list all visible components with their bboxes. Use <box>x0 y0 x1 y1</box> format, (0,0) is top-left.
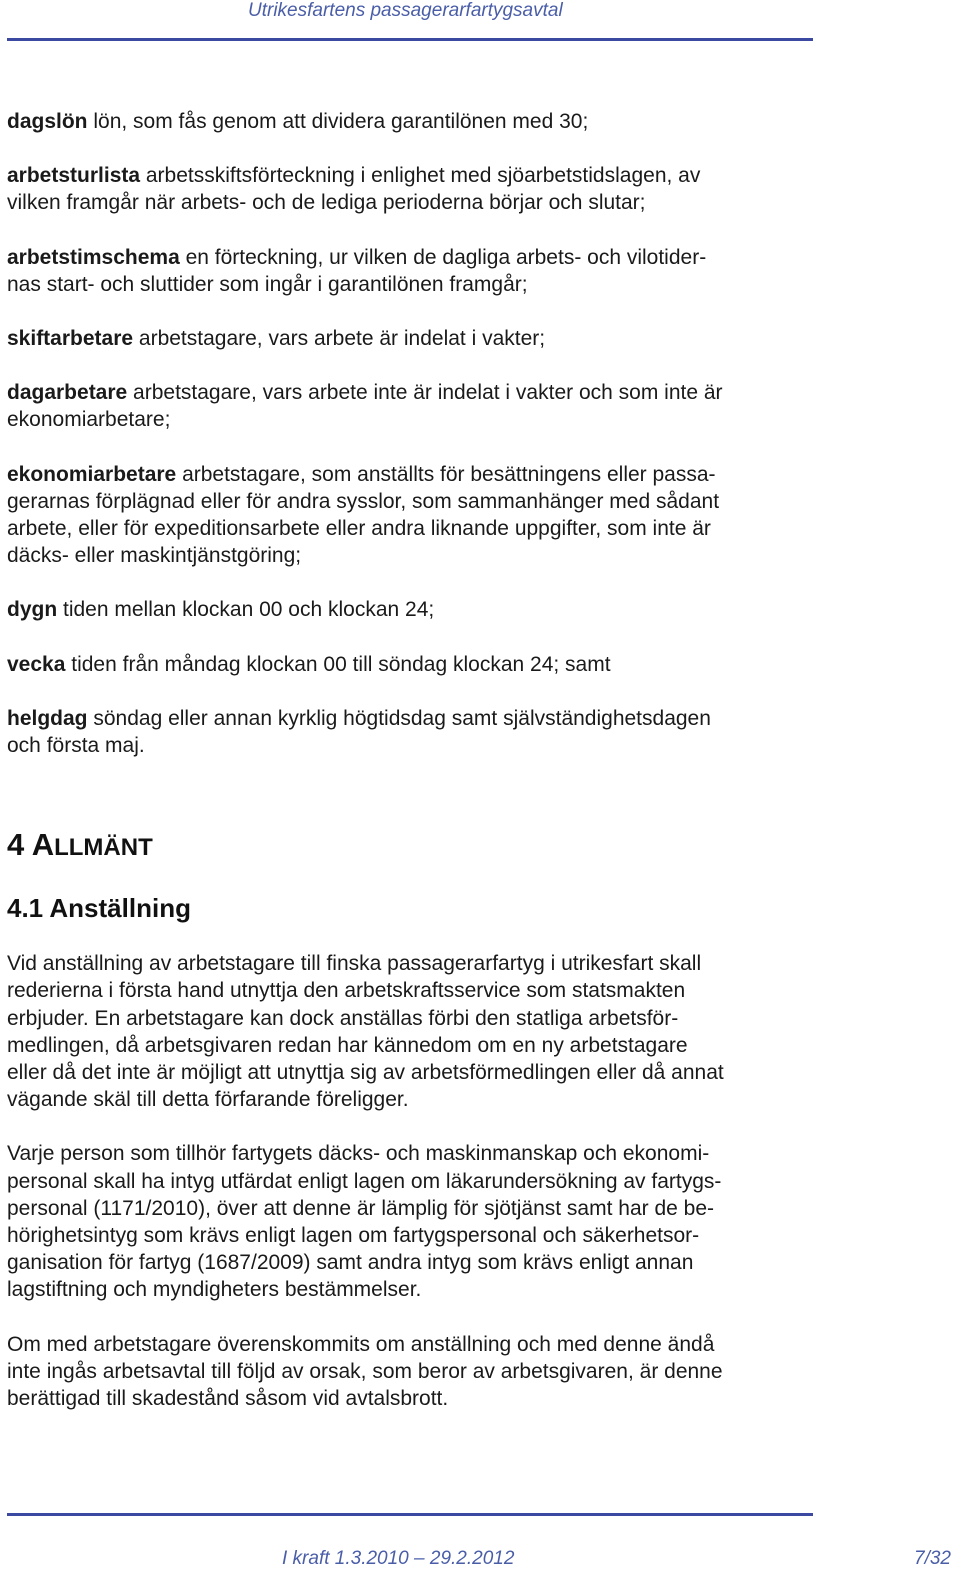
paragraph-line: ganisation för fartyg (1687/2009) samt andra intyg som krävs enligt annan <box>7 1251 694 1275</box>
header-rule <box>7 38 813 41</box>
definition-text: ekonomiarbetare; <box>7 408 171 432</box>
definition-text: tiden från måndag klockan 00 till söndag klockan 24; samt <box>65 652 611 676</box>
document-body <box>7 108 817 1439</box>
subsection-heading: 4.1 Anställning <box>7 893 191 924</box>
definition-term: vecka <box>7 652 66 676</box>
definition-arbetsturlista <box>7 162 817 216</box>
paragraph-1 <box>7 950 817 1113</box>
definition-text: arbetstagare, som anställts för besättningens eller passa- <box>176 462 716 486</box>
paragraph-line: lagstiftning och myndigheters bestämmelser. <box>7 1278 422 1302</box>
definition-text: nas start- och sluttider som ingår i garantilönen framgår; <box>7 272 528 296</box>
paragraph-2 <box>7 1140 817 1303</box>
paragraph-line: erbjuder. En arbetstagare kan dock anställas förbi den statliga arbetsför- <box>7 1006 679 1030</box>
paragraph-line: vägande skäl till detta förfarande föreligger. <box>7 1088 409 1112</box>
definition-text: vilken framgår när arbets- och de lediga perioderna börjar och slutar; <box>7 191 646 215</box>
page-number: 7/32 <box>914 1548 951 1569</box>
paragraph-line: Varje person som tillhör fartygets däcks- och maskinmanskap och ekonomi- <box>7 1142 710 1166</box>
paragraph-line: berättigad till skadestånd såsom vid avtalsbrott. <box>7 1387 449 1411</box>
definition-skiftarbetare <box>7 325 817 352</box>
definition-text: tiden mellan klockan 00 och klockan 24; <box>57 598 435 622</box>
paragraph-line: medlingen, då arbetsgivaren redan har kännedom om en ny arbetstagare <box>7 1033 688 1057</box>
definition-term: skiftarbetare <box>7 327 134 351</box>
section-heading <box>7 825 817 868</box>
definition-ekonomiarbetare <box>7 461 817 570</box>
paragraph-line: hörighetsintyg som krävs enligt lagen om fartygspersonal och säkerhetsor- <box>7 1224 700 1248</box>
definition-term: arbetstimschema <box>7 245 180 269</box>
definition-term: arbetsturlista <box>7 164 141 188</box>
definition-term: dagarbetare <box>7 381 128 405</box>
definition-text: däcks- eller maskintjänstgöring; <box>7 544 302 568</box>
paragraph-line: inte ingås arbetsavtal till följd av orsak, som beror av arbetsgivaren, är denne <box>7 1359 723 1383</box>
header-title: Utrikesfartens passagerarfartygsavtal <box>248 0 563 21</box>
definition-helgdag <box>7 705 817 759</box>
definition-term: helgdag <box>7 706 88 730</box>
definition-text: arbetstagare, vars arbete inte är indelat i vakter och som inte är <box>127 381 723 405</box>
definition-text: en förteckning, ur vilken de dagliga arbets- och vilotider- <box>179 245 707 269</box>
definition-term: dygn <box>7 598 58 622</box>
footer-rule <box>7 1513 813 1516</box>
definition-dagarbetare <box>7 379 817 433</box>
definition-text: gerarnas förplägnad eller för andra sysslor, som sammanhänger med sådant <box>7 489 720 513</box>
paragraph-line: eller då det inte är möjligt att utnyttja sig av arbetsförmedlingen eller då annat <box>7 1061 724 1085</box>
definition-text: lön, som fås genom att dividera garantilönen med 30; <box>87 110 589 133</box>
definition-dagslon <box>7 108 817 135</box>
paragraph-line: rederierna i första hand utnyttja den arbetskraftsservice som statsmakten <box>7 979 686 1003</box>
section-number: 4 A <box>7 827 55 863</box>
section-title: LLMÄNT <box>54 834 153 862</box>
definition-dygn <box>7 596 817 623</box>
definition-text: arbetsskiftsförteckning i enlighet med sjöarbetstidslagen, av <box>140 164 701 188</box>
definition-arbetstimschema <box>7 244 817 298</box>
definition-vecka <box>7 651 817 678</box>
definition-text: och första maj. <box>7 734 145 758</box>
paragraph-line: personal skall ha intyg utfärdat enligt lagen om läkarundersökning av fartygs- <box>7 1169 722 1193</box>
paragraph-line: Om med arbetstagare överenskommits om anställning och med denne ändå <box>7 1332 715 1356</box>
definition-text: arbetstagare, vars arbete är indelat i vakter; <box>133 327 546 351</box>
footer-validity: I kraft 1.3.2010 – 29.2.2012 <box>282 1548 515 1569</box>
definition-term: ekonomiarbetare <box>7 462 177 486</box>
paragraph-line: Vid anställning av arbetstagare till finska passagerarfartyg i utrikesfart skall <box>7 952 702 976</box>
definition-text: arbete, eller för expeditionsarbete eller andra liknande uppgifter, som inte är <box>7 517 711 541</box>
definition-term: dagslön <box>7 110 88 133</box>
paragraph-3 <box>7 1331 817 1413</box>
definition-text: söndag eller annan kyrklig högtidsdag samt självständighetsdagen <box>87 706 711 730</box>
paragraph-line: personal (1171/2010), över att denne är lämplig för sjötjänst samt har de be- <box>7 1196 715 1220</box>
